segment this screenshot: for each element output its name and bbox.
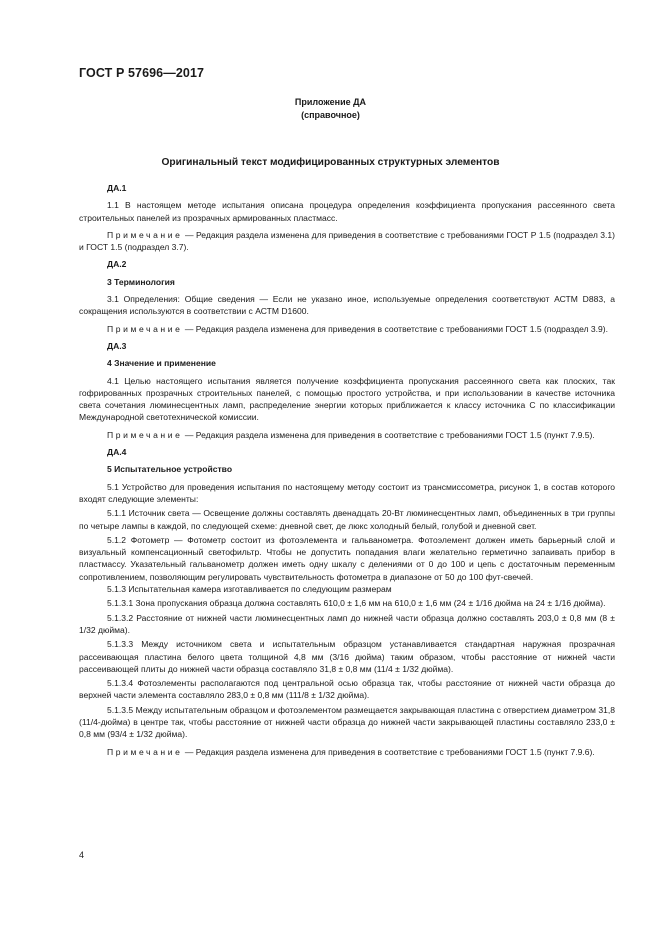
page-number: 4 — [79, 850, 85, 860]
note-da1 — [79, 229, 615, 254]
paragraph-5-1-1: 5.1.1 Источник света — Освещение должны составлять двенадцать 20-Вт люминесцентных ламп, объединенных в три группы по четыре лампы в каждой, по следующей схеме: дневной свет, де люкс холодный белый, голубой и дневной свет. — [79, 508, 615, 531]
note-text: — Редакция раздела изменена для приведения в соответствие с требованиями ГОСТ 1.5 (подраздел 3.9). — [182, 323, 609, 334]
paragraph-5-1-3-1: 5.1.3.1 Зона пропускания образца должна составлять 610,0 ± 1,6 мм на 610,0 ± 1,6 мм (24 ± 1/16 дюйма на 24 ± 1/16 дюйма). — [107, 598, 606, 609]
section-label-da2: ДА.2 — [107, 259, 127, 270]
paragraph-5-1-3-2: 5.1.3.2 Расстояние от нижней части люминесцентных ламп до нижней части образца должно составлять 203,0 ± 0,8 мм (8 ± 1/32 дюйма). — [79, 612, 615, 635]
note-word: Примечание — [107, 746, 183, 757]
standard-header: ГОСТ Р 57696—2017 — [79, 66, 205, 80]
section-heading-terminology: 3 Терминология — [107, 276, 175, 287]
note-word: Примечание — [107, 323, 183, 334]
paragraph-5-1-3-3: 5.1.3.3 Между источником света и испытательным образцом устанавливается стандартная наружная прозрачная рассеивающая пластина белого цвета толщиной 4,8 мм (3/16 дюйма) таким образом, чтобы расстояние от нижней части рассеивающей плиты до нижней части образца составляло 31,8 ± 0,8 мм (11/4 ± 1/32 дюйма). — [79, 639, 615, 674]
note-text: — Редакция раздела изменена для приведения в соответствие с требованиями ГОСТ 1.5 (пункт 7.9.5). — [182, 429, 595, 440]
paragraph-5-1-2: 5.1.2 Фотометр — Фотометр состоит из фотоэлемента и гальванометра. Фотоэлемент должен иметь барьерный слой и визуальный компенсационный светофильтр. Чтобы не допустить попадания влаги желательно герметично запаивать прибор в пластмассу. Указательный гальванометр должен иметь одну шкалу с делениями от 0 до 100 и цепь с достаточным переменным сопротивлением, позволяющим регулировать чувствительность фотометра в диапазоне от 50 до 100 фут-свечей. — [79, 534, 615, 582]
paragraph-4-1: 4.1 Целью настоящего испытания является получение коэффициента пропускания рассеянного света как плоских, так гофрированных прозрачных строительных панелей, с помощью простого устройства, и при использовании в качестве источника света сочетания люминесцентных ламп, распределение энергии которых приближается к классу источника С по классификации Международной светотехнической комиссии. — [79, 375, 615, 423]
paragraph-1-1: 1.1 В настоящем методе испытания описана процедура определения коэффициента пропускания рассеянного света строительных панелей из прозрачных армированных пластмасс. — [79, 200, 615, 223]
appendix-title: Приложение ДА — [294, 97, 367, 107]
appendix-heading — [0, 96, 661, 122]
note-da4 — [79, 746, 615, 758]
section-label-da1: ДА.1 — [107, 183, 127, 193]
paragraph-5-1-3-5: 5.1.3.5 Между испытательным образцом и фотоэлементом размещается закрывающая пластина с отверстием диаметром 31,8 (11/4-дюйма) в центре так, чтобы расстояние от нижней части образца до нижней части закрывающей пластины составляло 233,0 ± 0,8 мм (93/4 ± 1/32 дюйма). — [79, 704, 615, 740]
paragraph-5-1-3: 5.1.3 Испытательная камера изготавливается по следующим размерам — [107, 584, 392, 595]
note-text: — Редакция раздела изменена для приведения в соответствие с требованиями ГОСТ Р 1.5 (подраздел 3.1) и ГОСТ 1.5 (подраздел 3.7). — [79, 229, 615, 253]
section-label-da3: ДА.3 — [107, 340, 127, 351]
note-word: Примечание — [107, 429, 183, 440]
document-title: Оригинальный текст модифицированных структурных элементов — [161, 157, 500, 168]
note-da3 — [79, 429, 615, 441]
document-body — [79, 182, 615, 758]
paragraph-5-1-3-4: 5.1.3.4 Фотоэлементы располагаются под центральной осью образца так, чтобы расстояние от нижней части образца до верхней части элемента составляло 283,0 ± 0,8 мм (111/8 ± 1/32 дюйма). — [79, 678, 615, 701]
note-text: — Редакция раздела изменена для приведения в соответствие с требованиями ГОСТ 1.5 (пункт 7.9.6). — [182, 746, 595, 757]
paragraph-3-1: 3.1 Определения: Общие сведения — Если не указано иное, используемые определения соответствуют АСТМ D883, а сокращения используются в соответствии с АСТМ D1600. — [79, 294, 615, 317]
section-label-da4: ДА.4 — [107, 447, 127, 458]
section-heading-apparatus: 5 Испытательное устройство — [107, 464, 233, 475]
appendix-type: (справочное) — [301, 110, 360, 120]
note-da2 — [79, 323, 615, 335]
note-word: Примечание — [107, 229, 183, 240]
section-heading-significance: 4 Значение и применение — [107, 358, 216, 369]
paragraph-5-1: 5.1 Устройство для проведения испытания по настоящему методу состоит из трансмиссометра, рисунок 1, в состав которого входят следующие элементы: — [79, 481, 615, 504]
